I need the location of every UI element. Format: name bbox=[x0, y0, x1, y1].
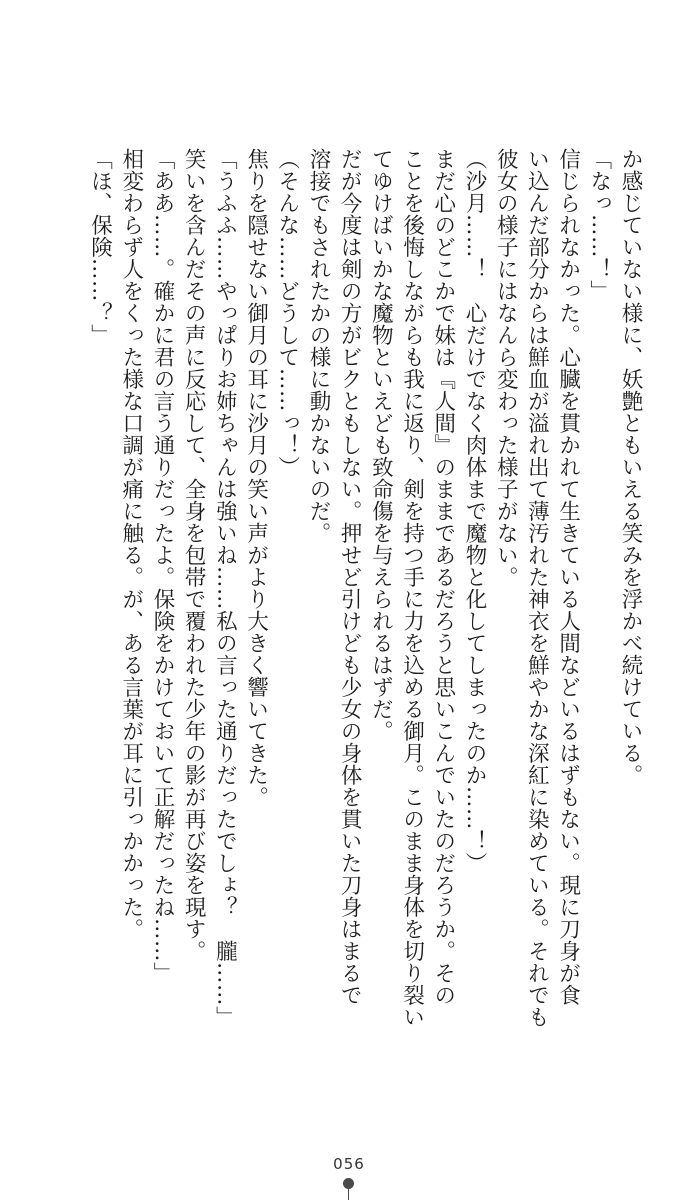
text-line: ことを後悔しながらも我に返り、剣を持つ手に力を込める御月。このまま身体を切り裂い bbox=[399, 148, 425, 1028]
text-line: 「うふふ……やっぱりお姉ちゃんは強いね……私の言った通りだったでしょ？ 朧……」 bbox=[212, 148, 238, 1028]
text-line: 彼女の様子にはなんら変わった様子がない。 bbox=[493, 148, 519, 588]
text-line: 「ほ、保険……？」 bbox=[87, 148, 113, 346]
text-line: か感じていない様に、妖艶ともいえる笑みを浮かべ続けている。 bbox=[618, 148, 643, 786]
text-line: 溶接でもされたかの様に動かないのだ。 bbox=[305, 148, 331, 544]
page-marker-line bbox=[348, 1188, 349, 1200]
page-number: 056 bbox=[333, 1155, 365, 1173]
text-line: 「ああ……。確かに君の言う通りだったよ。保険をかけておいて正解だったね……」 bbox=[149, 148, 175, 984]
text-line: 相変わらず人をくった様な口調が痛に触る。が、ある言葉が耳に引っかかった。 bbox=[118, 148, 144, 940]
text-line: 信じられなかった。心臓を貫かれて生きている人間などいるはずもない。現に刀身が食 bbox=[555, 148, 581, 1006]
text-line: だが今度は剣の方がビクともしない。押せど引けども少女の身体を貫いた刀身はまるで bbox=[337, 148, 363, 1006]
text-line: 「なっ……！」 bbox=[586, 148, 612, 302]
text-line: （そんな……どうして……っ！） bbox=[274, 148, 300, 478]
text-line: てゆけばいかな魔物といえども致命傷を与えられるはずだ。 bbox=[368, 148, 394, 742]
text-line: まだ心のどこかで妹は『人間』のままであるだろうと思いこんでいたのだろうか。その bbox=[430, 148, 456, 1006]
text-line: 笑いを含んだその声に反応して、全身を包帯で覆われた少年の影が再び姿を現す。 bbox=[181, 148, 207, 962]
text-line: 焦りを隠せない御月の耳に沙月の笑い声がより大きく響いてきた。 bbox=[243, 148, 269, 808]
text-line: い込んだ部分からは鮮血が溢れ出て薄汚れた神衣を鮮やかな深紅に染めている。それでも bbox=[524, 148, 550, 1028]
text-line: （沙月……！ 心だけでなく肉体まで魔物と化してしまったのか……！） bbox=[461, 148, 487, 874]
body-text bbox=[84, 148, 646, 1138]
